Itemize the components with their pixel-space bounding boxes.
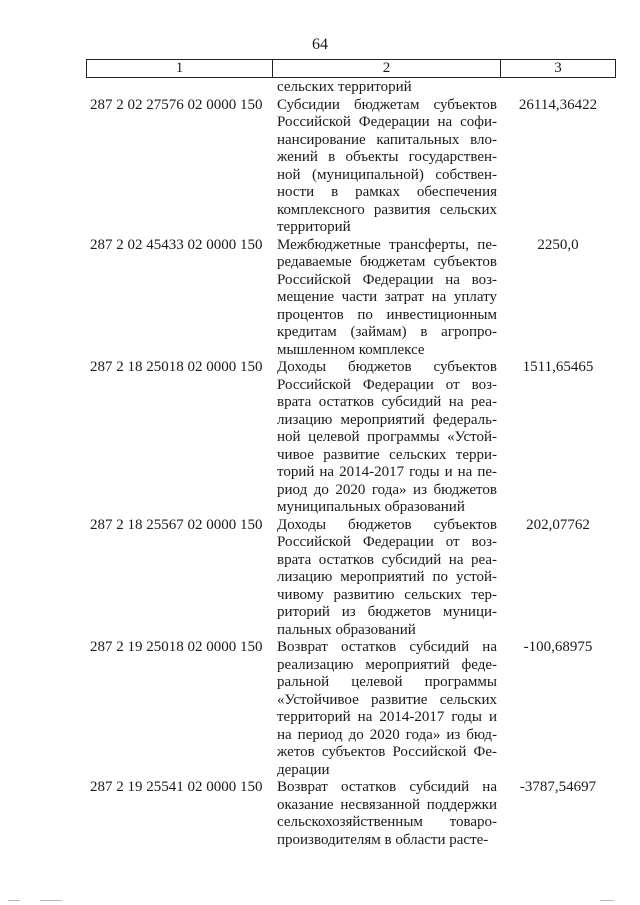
description-line: лизацию мероприятий федераль- bbox=[277, 411, 497, 428]
table-header bbox=[86, 59, 616, 78]
income-description bbox=[277, 79, 497, 97]
table-row bbox=[0, 79, 640, 97]
description-line: Российской Федерации от воз- bbox=[277, 534, 497, 550]
description-line: кредитам (займам) в агропро- bbox=[277, 324, 497, 340]
description-line: на период до 2020 года» из бюд- bbox=[277, 726, 497, 743]
header-col-2: 2 bbox=[273, 60, 501, 77]
description-line: пальных образований bbox=[277, 621, 416, 638]
description-line: врата остатков субсидий на реа- bbox=[277, 551, 497, 568]
table-row bbox=[0, 237, 640, 360]
description-line: мышленном комплексе bbox=[277, 341, 425, 358]
table-row bbox=[0, 359, 640, 517]
description-line: риторий из бюджетов муници- bbox=[277, 604, 497, 620]
description-line: Возврат остатков субсидий на bbox=[277, 639, 497, 655]
description-line: ности в рамках обеспечения bbox=[277, 184, 497, 200]
table-row bbox=[0, 97, 640, 237]
description-line: риод до 2020 года» из бюджетов bbox=[277, 481, 497, 498]
page-number: 64 bbox=[312, 36, 328, 53]
description-line: нансирование капитальных вло- bbox=[277, 131, 497, 148]
header-col-3: 3 bbox=[554, 60, 562, 76]
description-line: врата остатков субсидий на реа- bbox=[277, 394, 497, 410]
description-line: Доходы бюджетов субъектов bbox=[277, 516, 497, 533]
description-line: мещение части затрат на уплату bbox=[277, 289, 497, 305]
table-row bbox=[0, 517, 640, 640]
amount-value: 2250,0 bbox=[537, 236, 579, 253]
budget-code: 287 2 02 45433 02 0000 150 bbox=[90, 236, 263, 253]
amount-value: 1511,65465 bbox=[522, 359, 594, 375]
budget-code: 287 2 19 25541 02 0000 150 bbox=[90, 779, 263, 795]
budget-code: 287 2 18 25018 02 0000 150 bbox=[90, 359, 263, 375]
description-line: Российской Федерации на воз- bbox=[277, 271, 497, 288]
budget-code: 287 2 02 27576 02 0000 150 bbox=[90, 96, 263, 113]
amount-value: 202,07762 bbox=[526, 516, 590, 533]
income-description bbox=[277, 97, 497, 237]
description-line: ральной целевой программы bbox=[277, 674, 497, 690]
description-line: лизацию мероприятий по устой- bbox=[277, 569, 497, 585]
description-line: муниципальных образований bbox=[277, 499, 465, 515]
income-description bbox=[277, 779, 497, 849]
description-line: Возврат остатков субсидий на bbox=[277, 779, 497, 795]
header-col-1: 1 bbox=[87, 60, 273, 77]
description-line: оказание несвязанной поддержки bbox=[277, 796, 497, 813]
description-line: сельских территорий bbox=[277, 79, 412, 95]
description-line: жетов субъектов Российской Фе- bbox=[277, 744, 497, 760]
description-line: процентов по инвестиционным bbox=[277, 306, 497, 323]
description-line: реализацию мероприятий феде- bbox=[277, 656, 497, 673]
description-line: Российской Федерации на софи- bbox=[277, 114, 497, 130]
income-description bbox=[277, 639, 497, 779]
description-line: ной целевой программы «Устой- bbox=[277, 429, 497, 445]
income-description bbox=[277, 237, 497, 360]
description-line: «Устойчивое развитие сельских bbox=[277, 691, 497, 708]
description-line: чивому развитию сельских тер- bbox=[277, 586, 497, 603]
description-line: Межбюджетные трансферты, пе- bbox=[277, 236, 497, 253]
income-description bbox=[277, 517, 497, 640]
description-line: производителям в области расте- bbox=[277, 831, 489, 848]
income-description bbox=[277, 359, 497, 517]
budget-code: 287 2 18 25567 02 0000 150 bbox=[90, 516, 263, 533]
amount-value: -100,68975 bbox=[523, 639, 593, 655]
amount-value: -3787,54697 bbox=[519, 779, 597, 795]
description-line: комплексного развития сельских bbox=[277, 201, 497, 218]
amount-value: 26114,36422 bbox=[518, 96, 598, 113]
description-line: территорий bbox=[277, 219, 351, 235]
table-row bbox=[0, 779, 640, 849]
description-line: ной (муниципальной) собствен- bbox=[277, 166, 497, 183]
table-body bbox=[0, 79, 640, 849]
budget-code: 287 2 19 25018 02 0000 150 bbox=[90, 639, 263, 655]
description-line: торий на 2014-2017 годы и на пе- bbox=[277, 464, 497, 480]
description-line: редаваемые бюджетам субъектов bbox=[277, 254, 497, 270]
description-line: чивое развитие сельских терри- bbox=[277, 446, 497, 463]
table-row bbox=[0, 639, 640, 779]
description-line: территорий на 2014-2017 годы и bbox=[277, 709, 497, 725]
description-line: Доходы бюджетов субъектов bbox=[277, 359, 497, 375]
description-line: Субсидии бюджетам субъектов bbox=[277, 96, 497, 113]
description-line: Российской Федерации от воз- bbox=[277, 376, 497, 393]
description-line: жений в объекты государствен- bbox=[277, 149, 497, 165]
description-line: сельскохозяйственным товаро- bbox=[277, 814, 497, 830]
description-line: дерации bbox=[277, 761, 330, 778]
scan-edge-marks bbox=[0, 891, 640, 901]
